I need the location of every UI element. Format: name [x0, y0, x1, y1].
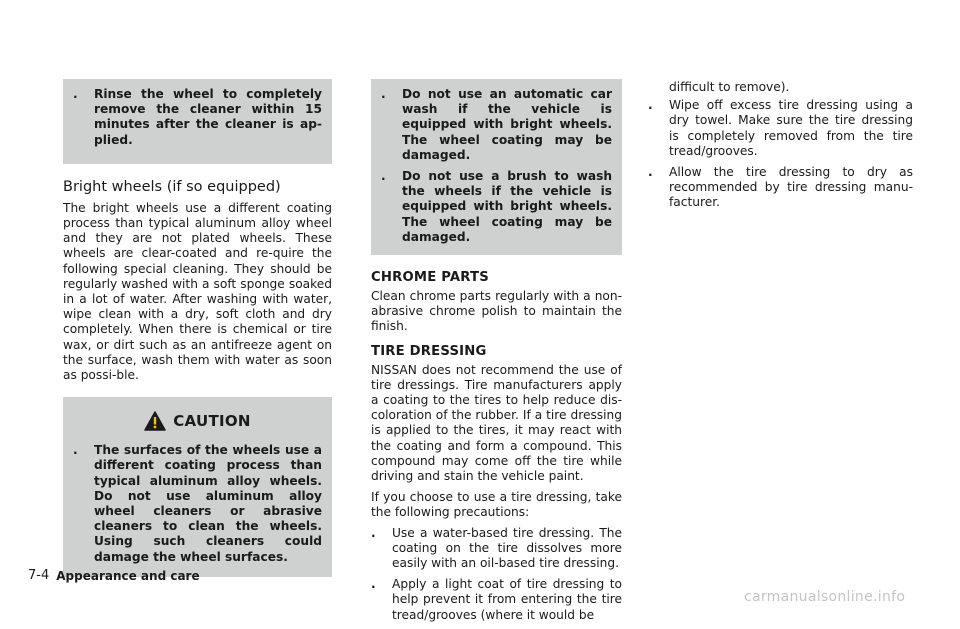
bullet-marker: . — [381, 87, 386, 101]
continued-text: difficult to remove). — [669, 80, 790, 94]
column-1 — [63, 0, 332, 577]
bullet-marker: . — [371, 577, 376, 592]
watermark: carmanualsonline.info — [744, 589, 906, 605]
bullet-text: Allow the tire dressing to dry as recommended by tire dressing manu-facturer. — [669, 165, 913, 210]
bullet-text: The surfaces of the wheels use a different coating process than typical aluminum alloy wheels. Do not use aluminum alloy wheel cleaners or abrasive cleaners to clean the wheels. Using such cleaners could damage the wheel surfaces. — [94, 443, 322, 564]
bullet-text: Rinse the wheel to completely remove the cleaner within 15 minutes after the cleaner is ap-plied. — [94, 87, 322, 147]
tire-dressing-body: NISSAN does not recommend the use of tire dressings. Tire manufacturers apply a coating to the tires to help reduce dis-coloration of the rubber. If a tire dressing is applied to the tires, it may react with the coating and form a compound. This compound may come off the tire while driving and stain the vehicle paint. — [371, 362, 622, 484]
bullet-text: Wipe off excess tire dressing using a dry towel. Make sure the tire dressing is completely removed from the tire tread/grooves. — [669, 98, 913, 158]
bullet-text: Do not use a brush to wash the wheels if the vehicle is equipped with bright wheels. The wheel coating may be damaged. — [402, 169, 612, 244]
section-name: Appearance and care — [56, 569, 200, 583]
bullet-item — [381, 87, 612, 163]
bullet-item — [648, 165, 913, 211]
bullet-marker: . — [381, 169, 386, 184]
section-heading-chrome-parts: CHROME PARTS — [371, 270, 489, 286]
bullet-marker: . — [648, 98, 653, 113]
page-number: 7-4 — [28, 568, 50, 583]
bullet-item — [73, 87, 322, 148]
chrome-parts-body: Clean chrome parts regularly with a non-abrasive chrome polish to maintain the finish. — [371, 289, 622, 334]
bullet-text: Use a water-based tire dressing. The coating on the tire dissolves more easily with an oil-based tire dressing. — [392, 525, 622, 571]
bullet-text: Apply a light coat of tire dressing to help prevent it from entering the tire tread/grooves (where it would be — [392, 577, 622, 622]
bullet-marker: . — [73, 443, 78, 458]
bullet-text: Do not use an automatic car wash if the vehicle is equipped with bright wheels. The wheel coating may be damaged. — [402, 87, 612, 162]
bright-wheels-body: The bright wheels use a different coating process than typical aluminum alloy wheel and they are not plated wheels. These wheels are clear-coated and re-quire the following special cleaning. They should be regularly washed with a soft sponge soaked in a lot of water. After washing with water, wipe clean with a dry, soft cloth and dry completely. When there is chemical or tire wax, or dirt such as an antifreeze agent on the surface, wash them with water as soon as possi-ble. — [63, 200, 332, 383]
tire-dressing-precautions-intro: If you choose to use a tire dressing, take the following precautions: — [371, 490, 622, 520]
warning-triangle-icon — [144, 411, 166, 431]
bullet-marker: . — [73, 87, 78, 101]
caution-label: CAUTION — [173, 412, 251, 431]
bullet-item — [648, 98, 913, 159]
page-footer — [28, 568, 200, 585]
bullet-marker: . — [371, 525, 376, 540]
bullet-item — [381, 169, 612, 245]
column-3 — [648, 0, 913, 217]
section-heading-bright-wheels: Bright wheels (if so equipped) — [63, 178, 281, 195]
caution-header — [73, 411, 322, 431]
rinse-note-box — [63, 79, 332, 164]
section-heading-tire-dressing: TIRE DRESSING — [371, 343, 487, 359]
caution-box — [63, 397, 332, 577]
bullet-item — [73, 443, 322, 565]
bullet-item — [371, 577, 622, 623]
column-2 — [371, 0, 622, 629]
bullet-marker: . — [648, 165, 653, 180]
bullet-item — [371, 526, 622, 572]
caution-continued-box — [371, 79, 622, 255]
